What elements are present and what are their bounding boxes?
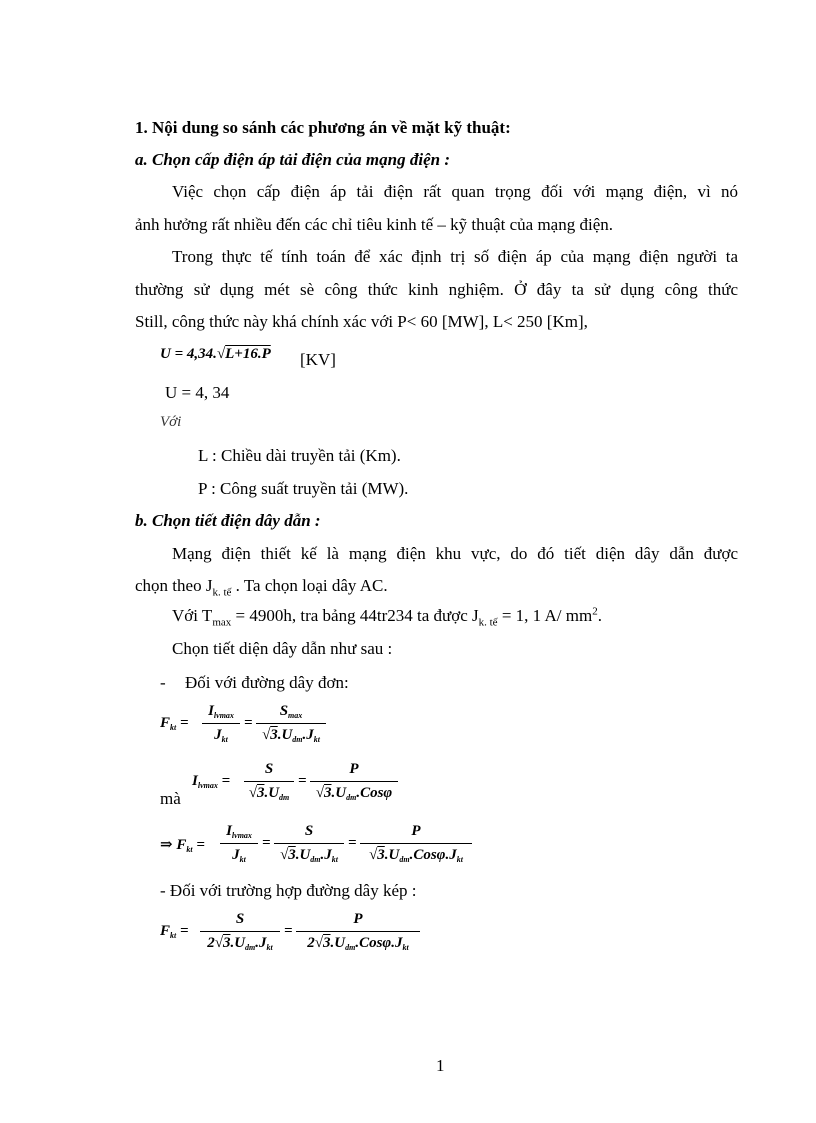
paragraph-line: Still, công thức này khá chính xác với P< 60 [MW], L< 250 [Km],: [135, 312, 588, 331]
bullet-text: - Đối với trường hợp đường dây kép :: [160, 881, 417, 900]
formula-conductor-area: ⇒ $F_{kt}$ = $I_{lvmax}$ $J_{kt}$ = S $√3.U_{dm}.J_{kt}$ = P $√3.U_{dm}.Cos\varphi.J_{kt}$: [160, 820, 480, 868]
paragraph-line: thường sử dụng mét sè công thức kinh nghiệm. Ở đây ta sử dụng công thức: [135, 280, 738, 299]
paragraph-line: Mạng điện thiết kế là mạng điện khu vực, do đó tiết diện dây dẫn được: [172, 544, 738, 563]
formula-current: $I_{lvmax}$ = S $√3.U_{dm}$ = P $√3.U_{dm}.Cos\varphi$: [192, 758, 402, 806]
formula-double-line: $F_{kt}$ = S $2√3.U_{dm}.J_{kt}$ = P $2√3.U_{dm}.Cos\varphi.J_{kt}$: [160, 908, 430, 956]
paragraph-line: Với $T_{max} = 4900h$, tra bảng 44tr234 ta được $J_{k. tế} = 1$, 1 A/ $mm^2$.: [172, 605, 602, 629]
section-heading: 1. Nội dung so sánh các phương án về mặt kỹ thuật:: [135, 118, 511, 137]
subsection-heading-b: b. Chọn tiết điện dây dẫn :: [135, 511, 321, 530]
page-number: 1: [436, 1056, 445, 1075]
definition-L: L : Chiều dài truyền tải (Km).: [198, 446, 401, 465]
paragraph-line: Trong thực tế tính toán để xác định trị số điện áp của mạng điện người ta: [172, 247, 738, 266]
voltage-value: U = 4, 34: [165, 383, 230, 402]
definition-P: P : Công suất truyền tải (MW).: [198, 479, 409, 498]
paragraph-line: ảnh hưởng rất nhiều đến các chỉ tiêu kinh tế – kỹ thuật của mạng điện.: [135, 215, 614, 234]
ma-label: mà: [160, 789, 181, 808]
voltage-unit: [KV]: [300, 350, 336, 369]
formula-voltage: U = 4,34.√L+16.P: [160, 346, 271, 362]
with-label: Với: [160, 414, 182, 430]
paragraph-line: Chọn tiết diện dây dẫn như sau :: [172, 639, 393, 658]
paragraph-line: Việc chọn cấp điện áp tải điện rất quan trọng đối với mạng điện, vì nó: [172, 182, 738, 201]
bullet-dash: -: [160, 673, 166, 692]
bullet-text: Đối với đường dây đơn:: [185, 673, 349, 692]
subsection-heading-a: a. Chọn cấp điện áp tải điện của mạng điện :: [135, 150, 450, 169]
paragraph-line: chọn theo $J_{k. tế}$ . Ta chọn loại dây AC.: [135, 576, 388, 599]
formula-single-line: $F_{kt}$ = $I_{lvmax}$ $J_{kt}$ = $S_{max}$ $√3.U_{dm}.J_{kt}$: [160, 700, 330, 748]
